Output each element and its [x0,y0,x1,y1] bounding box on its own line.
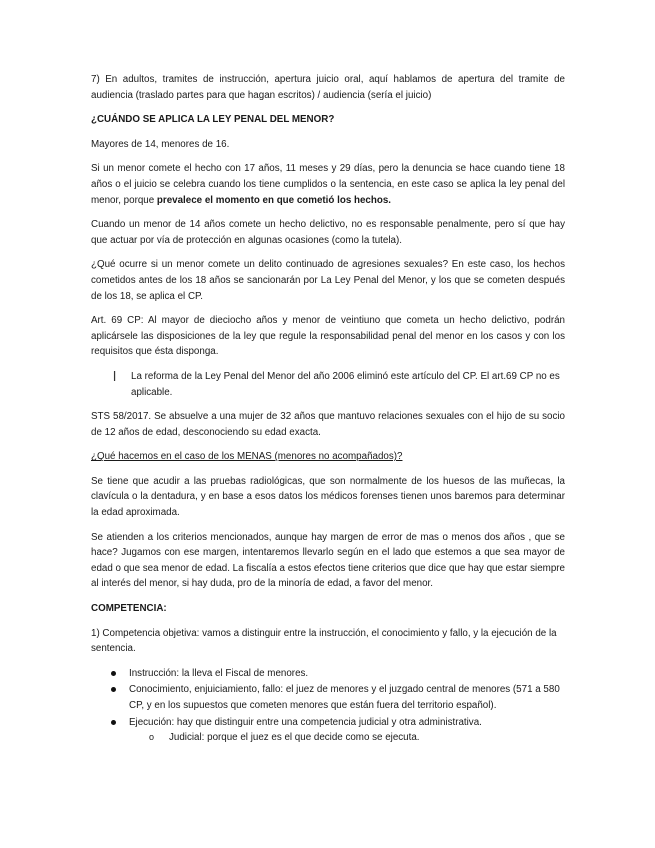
quote-block [113,369,565,400]
paragraph-art-69: Art. 69 CP: Al mayor de dieciocho años y menor de veintiuno que cometa un hecho delictivo, podrán aplicársele las disposiciones de la ley que regule la responsabilidad penal del menor en los casos y con los requisitos que ésta disponga. [91,315,565,358]
quote-text: La reforma de la Ley Penal del Menor del año 2006 eliminó este artículo del CP. El art.69 CP no es aplicable. [131,370,560,398]
sub-list-item [149,730,565,746]
list-item-text: Conocimiento, enjuiciamiento, fallo: el juez de menores y el juzgado central de menores (571 a 580 CP, y en los supuestos que cometen menores que están fuera del territorio español). [129,684,560,711]
paragraph-sts: STS 58/2017. Se absuelve a una mujer de 32 años que mantuvo relaciones sexuales con el hijo de su socio de 12 años de edad, desconociendo su edad exacta. [91,411,565,438]
paragraph-17-years [91,161,565,208]
document-page [91,72,565,747]
paragraph-objective-competence: 1) Competencia objetiva: vamos a distinguir entre la instrucción, el conocimiento y fallo, y la ejecución de la sentencia. [91,627,557,655]
quote-marker: l [113,367,117,384]
paragraph-17-years-text: Si un menor comete el hecho con 17 años, 11 meses y 29 días, pero la denuncia se hace cuando tiene 18 años o el juicio se celebra cuando los tiene cumplidos o la sentencia, en este caso se aplica la ley penal del menor, porque [91,163,565,206]
competence-list [91,666,565,746]
list-item-text: Instrucción: la lleva el Fiscal de menores. [129,667,309,679]
sub-list [129,730,565,746]
paragraph-adult-procedure: 7) En adultos, tramites de instrucción, apertura juicio oral, aquí hablamos de apertura del tramite de audiencia (traslado partes para que hagan escritos) / audiencia (sería el juicio) [91,74,565,101]
heading-competencia: COMPETENCIA: [91,603,167,615]
list-item [109,666,565,682]
list-item-text: Ejecución: hay que distinguir entre una competencia judicial y otra administrativa. [129,716,482,728]
bullet-icon [111,687,116,692]
heading-when-applies: ¿CUÁNDO SE APLICA LA LEY PENAL DEL MENOR? [91,114,335,126]
sub-bullet-icon: o [149,732,155,743]
paragraph-under-14: Cuando un menor de 14 años comete un hecho delictivo, no es responsable penalmente, pero sí que hay que actuar por vía de protección en algunas ocasiones (como la tutela). [91,219,565,246]
list-item [109,715,565,746]
paragraph-continued-crime: ¿Qué ocurre si un menor comete un delito continuado de agresiones sexuales? En este caso, los hechos cometidos antes de los 18 años se sancionarán por La Ley Penal del Menor, y los que se cometen después de los 18, se aplica el CP. [91,259,565,302]
list-item [109,682,565,713]
paragraph-age-range: Mayores de 14, menores de 16. [91,138,230,150]
paragraph-margin-error: Se atienden a los criterios mencionados, aunque hay margen de error de mas o menos dos años , que se hace? Jugamos con ese margen, intentaremos llevarlo según en el lado que estemos a que sea mayor de edad o que sea menor de edad. La fiscalía a estos efectos tiene criterios que dice que hay que estar siempre al interés del menor, si hay duda, pro de la minoría de edad, a favor del menor. [91,531,565,590]
paragraph-radiology: Se tiene que acudir a las pruebas radiológicas, que son normalmente de los huesos de las muñecas, la clavícula o la dentadura, y en base a esos datos los médicos forenses tienen unos baremos para determinar la edad aproximada. [91,475,565,519]
bullet-icon [111,720,116,725]
heading-menas: ¿Qué hacemos en el caso de los MENAS (menores no acompañados)? [91,451,403,463]
paragraph-17-years-bold: prevalece el momento en que cometió los hechos. [156,194,392,206]
bullet-icon [111,671,116,676]
sub-list-item-text: Judicial: porque el juez es el que decide como se ejecuta. [169,732,420,744]
